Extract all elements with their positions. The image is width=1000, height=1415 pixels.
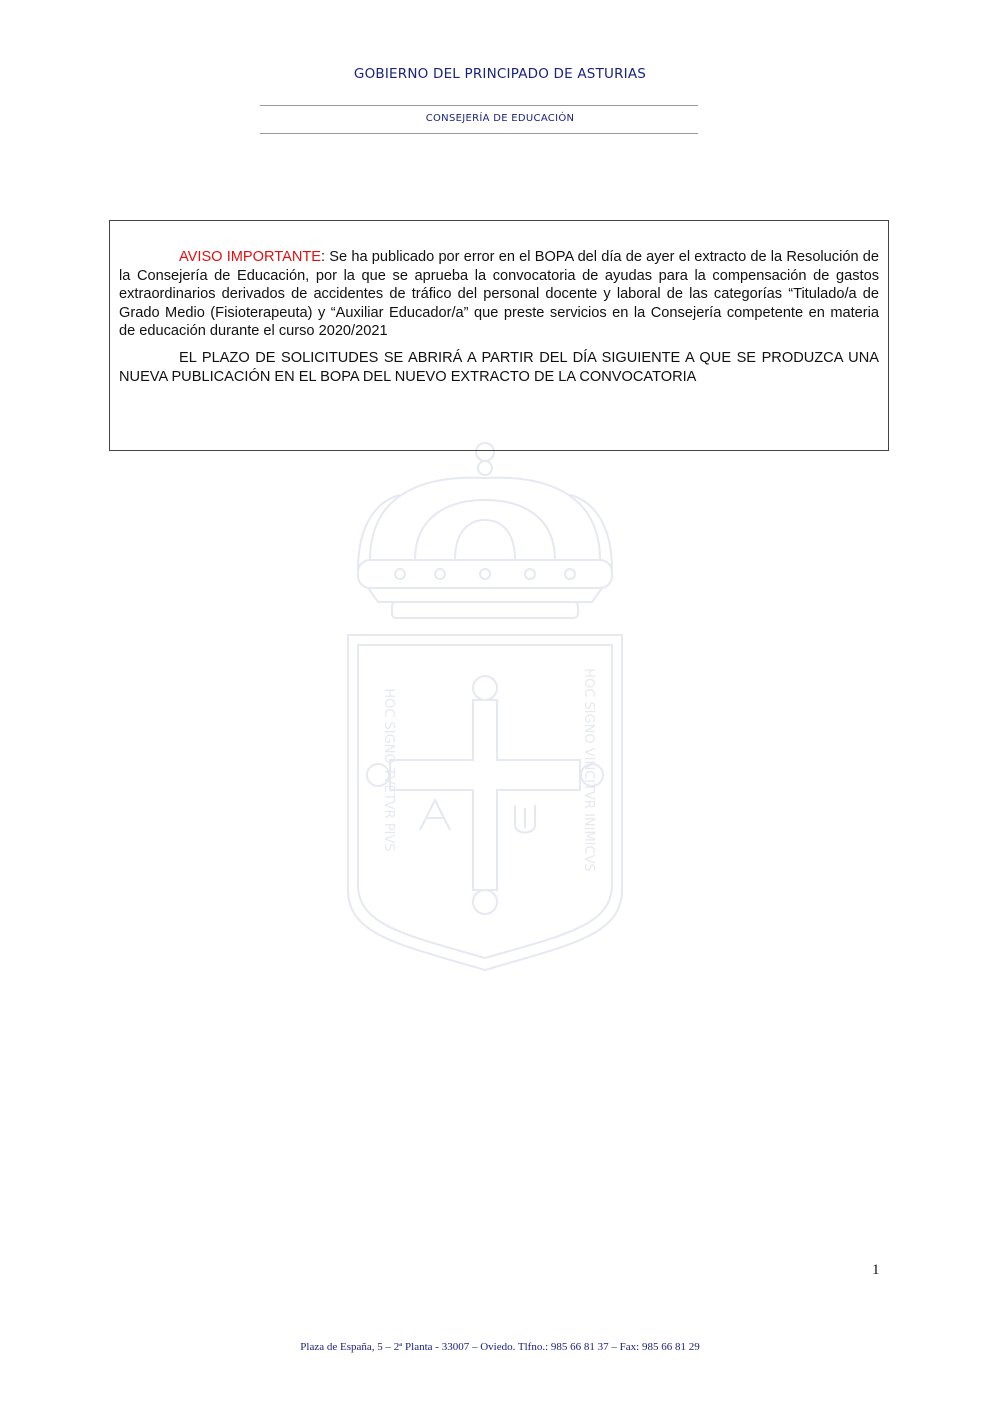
department-subtitle: CONSEJERÍA DE EDUCACIÓN — [425, 113, 575, 124]
government-title: GOBIERNO DEL PRINCIPADO DE ASTURIAS — [353, 66, 647, 82]
header-divider-top — [260, 105, 698, 106]
notice-paragraph — [119, 248, 879, 341]
motto-right: HOC SIGNO VINCITVR INIMICVS — [581, 668, 596, 872]
footer-address: Plaza de España, 5 – 2ª Planta - 33007 – Oviedo. Tlfno.: 985 66 81 37 – Fax: 985 66 81 29 — [300, 1341, 700, 1353]
page-number: 1 — [872, 1262, 880, 1278]
header-divider-bottom — [260, 133, 698, 134]
coat-of-arms-watermark-icon — [330, 430, 640, 975]
notice-box — [109, 220, 889, 451]
notice-body: : Se ha publicado por error en el BOPA del día de ayer el extracto de la Resolución de la Consejería de Educación, por la que se aprueba la convocatoria de ayudas para la compensación de gastos extraordinarios derivados de accidentes de tráfico del personal docente y laboral de las categorías “Titulado/a de Grado Medio (Fisioterapeuta) y “Auxiliar Educador/a” que preste servicios en la Consejería competente en materia de educación durante el curso 2020/2021 — [119, 249, 879, 340]
notice-label: AVISO IMPORTANTE — [179, 249, 322, 265]
deadline-paragraph: EL PLAZO DE SOLICITUDES SE ABRIRÁ A PARTIR DEL DÍA SIGUIENTE A QUE SE PRODUZCA UNA NUEVA PUBLICACIÓN EN EL BOPA DEL NUEVO EXTRACTO DE LA CONVOCATORIA — [119, 349, 879, 385]
motto-left: HOC SIGNO TVETVR PIVS — [381, 688, 396, 852]
